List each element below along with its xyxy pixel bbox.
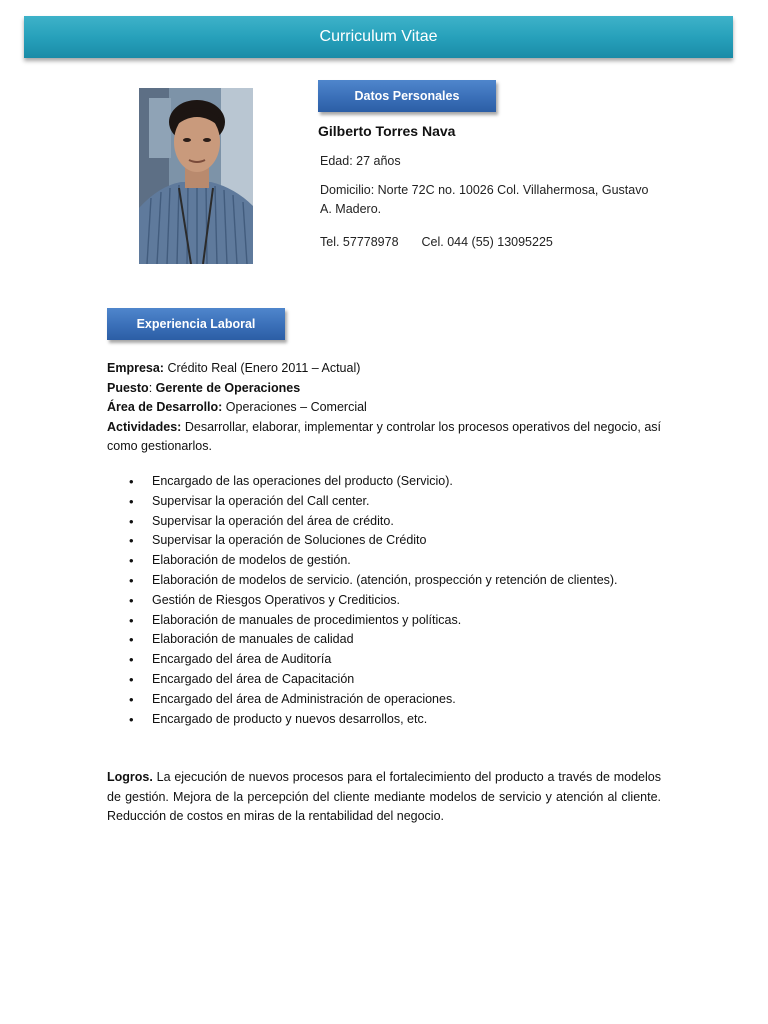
list-item: • Supervisar la operación de Soluciones de Crédito (107, 531, 661, 551)
experience-label: Experiencia Laboral (136, 317, 256, 331)
personal-data-tag (318, 80, 496, 112)
list-item: • Supervisar la operación del área de crédito. (107, 512, 661, 532)
activities-value: Desarrollar, elaborar, implementar y controlar los procesos operativos del negocio, así como gestionarlos. (107, 419, 661, 453)
person-name: Gilberto Torres Nava (318, 123, 456, 139)
position-label: Puesto (107, 380, 149, 395)
list-item: • Encargado de producto y nuevos desarrollos, etc. (107, 710, 661, 730)
company-label: Empresa: (107, 361, 164, 375)
list-item: • Elaboración de manuales de procedimientos y políticas. (107, 611, 661, 631)
position-line (107, 379, 661, 399)
activities-line (107, 418, 661, 457)
profile-photo-illustration (139, 88, 253, 264)
profile-photo (139, 88, 253, 264)
age-line: Edad: 27 años (320, 154, 401, 168)
list-item: • Elaboración de modelos de gestión. (107, 551, 661, 571)
area-label: Área de Desarrollo: (107, 400, 223, 414)
address-line: Domicilio: Norte 72C no. 10026 Col. Villahermosa, Gustavo A. Madero. (320, 183, 649, 216)
phone-line (320, 233, 553, 252)
area-value: Operaciones – Comercial (222, 400, 367, 414)
position-value: Gerente de Operaciones (155, 380, 301, 395)
list-item: • Elaboración de manuales de calidad (107, 630, 661, 650)
cel-number: Cel. 044 (55) 13095225 (421, 235, 553, 249)
duties-list (107, 472, 661, 729)
job-details (107, 359, 661, 457)
cv-title: Curriculum Vitae (319, 28, 438, 45)
achievements-label: Logros. (107, 770, 153, 784)
list-item: • Gestión de Riesgos Operativos y Crediticios. (107, 591, 661, 611)
list-item: • Encargado de las operaciones del producto (Servicio). (107, 472, 661, 492)
experience-tag (107, 308, 285, 340)
achievements-paragraph (107, 768, 661, 827)
company-line (107, 359, 661, 379)
personal-data-label: Datos Personales (354, 89, 460, 103)
company-value: Crédito Real (Enero 2011 – Actual) (163, 361, 361, 375)
area-line (107, 398, 661, 418)
list-item: • Encargado del área de Auditoría (107, 650, 661, 670)
position-sep: : (148, 380, 156, 395)
list-item: • Encargado del área de Administración de operaciones. (107, 690, 661, 710)
tel-number: Tel. 57778978 (320, 235, 399, 249)
cv-title-banner (24, 16, 733, 58)
list-item: • Supervisar la operación del Call center. (107, 492, 661, 512)
list-item: • Encargado del área de Capacitación (107, 670, 661, 690)
activities-label: Actividades: (107, 419, 182, 434)
achievements-value: La ejecución de nuevos procesos para el fortalecimiento del producto a través de modelos de gestión. Mejora de la percepción del cliente mediante modelos de servicio y atención al cliente. Reducción de costos en miras de la rentabilidad del negocio. (107, 770, 661, 823)
list-item: • Elaboración de modelos de servicio. (atención, prospección y retención de clientes). (107, 571, 661, 591)
